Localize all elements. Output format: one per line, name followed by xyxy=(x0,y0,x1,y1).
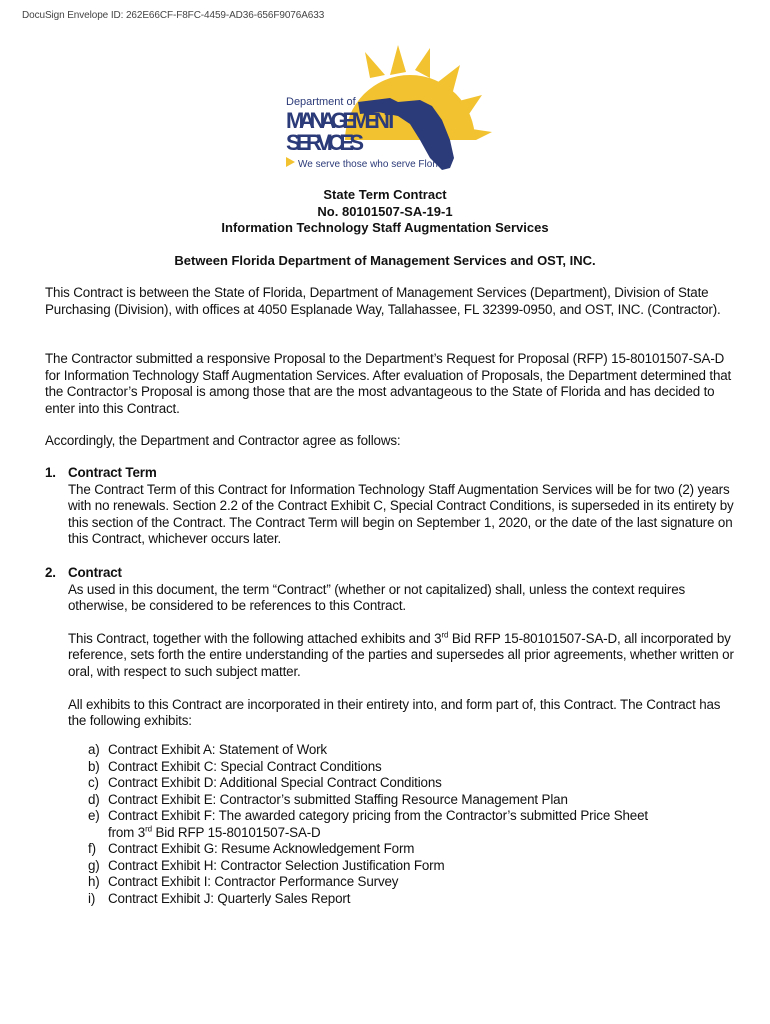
section-body: The Contract Term of this Contract for Information Technology Staff Augmentation Services will be for two (2) years with no renewals. Section 2.2 of the Contract Exhibit C, Special Contract Conditions, is superseded in its entirety by this section of the Contract. The Contract Term will begin on September 1, 2020, or the date of the last signature on this Contract, whichever occurs later. xyxy=(68,481,734,547)
svg-text:We serve those who serve Flori: We serve those who serve Florida xyxy=(298,159,449,170)
svg-text:MANAGEMENT: MANAGEMENT xyxy=(286,108,398,133)
list-item: h) Contract Exhibit I: Contractor Performance Survey xyxy=(88,874,399,889)
title-line-3: Information Technology Staff Augmentation Services xyxy=(221,220,549,235)
section-number: 1. xyxy=(45,465,56,480)
section-number: 2. xyxy=(45,565,56,580)
list-item: a) Contract Exhibit A: Statement of Work xyxy=(88,742,327,757)
section-contract xyxy=(45,565,735,730)
docusign-envelope-id: DocuSign Envelope ID: 262E66CF-F8FC-4459-AD36-656F9076A633 xyxy=(22,10,325,21)
section-body: As used in this document, the term “Contract” (whether or not capitalized) shall, unless the context requires otherwise, be considered to be references to this Contract. xyxy=(68,581,686,614)
contract-title xyxy=(0,187,770,237)
svg-text:SERVICES: SERVICES xyxy=(286,130,364,155)
section-contract-term xyxy=(45,465,735,548)
list-item: g) Contract Exhibit H: Contractor Selection Justification Form xyxy=(88,857,445,873)
florida-sun-logo-icon xyxy=(270,40,500,180)
parties-heading: Between Florida Department of Management Services and OST, INC. xyxy=(174,253,596,268)
list-item: c) Contract Exhibit D: Additional Special Contract Conditions xyxy=(88,775,442,790)
title-line-1: State Term Contract xyxy=(323,187,447,202)
contract-number: No. 80101507-SA-19-1 xyxy=(317,203,453,219)
svg-text:Department of: Department of xyxy=(286,96,356,108)
agreement-paragraph: Accordingly, the Department and Contractor agree as follows: xyxy=(45,433,401,448)
list-item: i) Contract Exhibit J: Quarterly Sales Report xyxy=(88,890,351,906)
list-item: f) Contract Exhibit G: Resume Acknowledgement Form xyxy=(88,841,415,856)
dms-logo xyxy=(270,40,500,180)
list-item: b) Contract Exhibit C: Special Contract Conditions xyxy=(88,758,382,774)
section-heading: Contract xyxy=(68,565,122,580)
exhibits-list xyxy=(88,742,728,907)
section-body-2: This Contract, together with the following attached exhibits and 3rd Bid RFP 15-80101507-SA-D, all incorporated by reference, sets forth the entire understanding of the parties and supersedes all prior agreements, whether written or oral, with respect to such subject matter. xyxy=(68,630,734,679)
proposal-paragraph: The Contractor submitted a responsive Proposal to the Department’s Request for Proposal (RFP) 15-80101507-SA-D for Information Technology Staff Augmentation Services. After evaluation of Proposals, the Department determined that the Contractor’s Proposal is among those that are the most advantageous to the State of Florida and has decided to enter into this Contract. xyxy=(45,351,732,416)
section-body-3: All exhibits to this Contract are incorporated in their entirety into, and form part of, this Contract. The Contract has the following exhibits: xyxy=(68,696,721,729)
section-heading: Contract Term xyxy=(68,465,157,480)
intro-paragraph: This Contract is between the State of Florida, Department of Management Services (Department), Division of State Purchasing (Division), with offices at 4050 Esplanade Way, Tallahassee, FL 32399-0950, and OST, INC. (Contractor). xyxy=(45,285,721,317)
list-item: d) Contract Exhibit E: Contractor’s submitted Staffing Resource Management Plan xyxy=(88,791,568,807)
list-item: e) Contract Exhibit F: The awarded category pricing from the Contractor’s submitted Price Sheet from 3rd Bid RFP 15-80101507-SA-D xyxy=(88,808,648,840)
